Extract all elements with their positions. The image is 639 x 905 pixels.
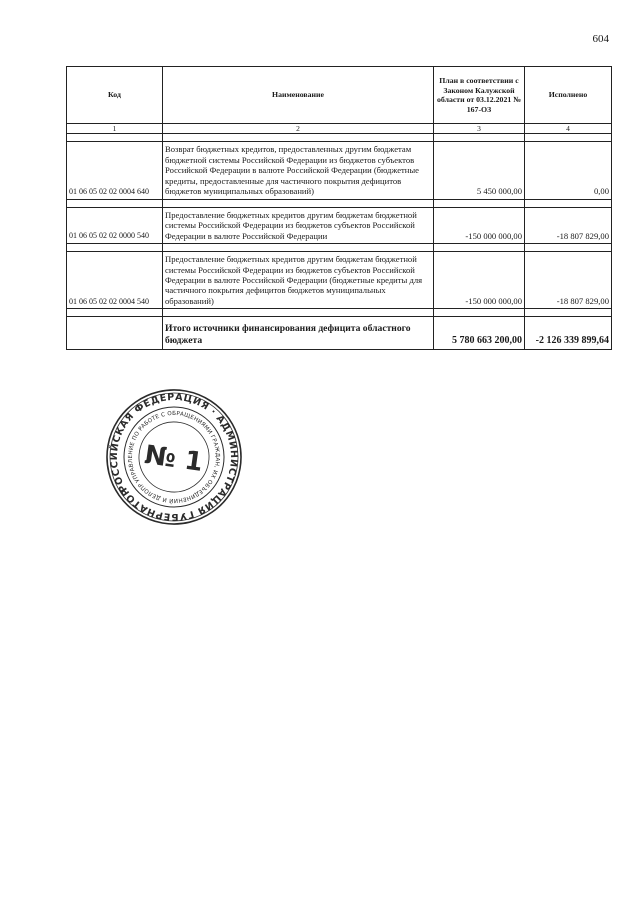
header-plan: План в соответствии с Законом Калужской области от 03.12.2021 № 167-ОЗ [434, 67, 525, 124]
row-name: Предоставление бюджетных кредитов другим бюджетам бюджетной системы Российской Федерации из бюджетов субъектов Российской Федерации в валюте Российской Федерации (бюджетные кредиты для частичного покрытия дефицитов бюджетов муниципальных образований) [163, 252, 434, 309]
stamp-outer-text: РОССИЙСКАЯ ФЕДЕРАЦИЯ · АДМИНИСТРАЦИЯ ГУБЕРНАТОРА [108, 391, 240, 523]
total-name: Итого источники финансирования дефицита областного бюджета [163, 317, 434, 349]
column-number-row [67, 124, 612, 134]
total-plan: 5 780 663 200,00 [434, 317, 525, 349]
column-number: 1 [67, 124, 163, 134]
column-number: 4 [525, 124, 612, 134]
total-row [67, 317, 612, 349]
stamp-inner-text: УПРАВЛЕНИЕ ПО РАБОТЕ С ОБРАЩЕНИЯМИ ГРАЖДАН, ИХ ОБЪЕДИНЕНИЙ И ДЕЛОПРОИЗВОДСТВА [127, 410, 221, 504]
row-executed: 0,00 [525, 142, 612, 199]
sources-table [66, 66, 612, 350]
row-plan: -150 000 000,00 [434, 207, 525, 243]
total-code [67, 317, 163, 349]
spacer-row [67, 244, 612, 252]
column-number: 3 [434, 124, 525, 134]
row-plan: 5 450 000,00 [434, 142, 525, 199]
total-executed: -2 126 339 899,64 [525, 317, 612, 349]
row-executed: -18 807 829,00 [525, 252, 612, 309]
table-row [67, 207, 612, 243]
header-name: Наименование [163, 67, 434, 124]
row-code: 01 06 05 02 02 0004 640 [67, 142, 163, 199]
stamp-number: № 1 [142, 440, 205, 478]
row-name: Возврат бюджетных кредитов, предоставленных другим бюджетам бюджетной системы Российской Федерации из бюджетов субъектов Российской Федерации в валюте Российской Федерации (бюджетные кредиты, предоставленные для частичного покрытия дефицитов бюджетов муниципальных образований) [163, 142, 434, 199]
spacer-row [67, 199, 612, 207]
row-code: 01 06 05 02 02 0000 540 [67, 207, 163, 243]
table-header-row [67, 67, 612, 124]
table-row [67, 252, 612, 309]
official-stamp [104, 387, 244, 527]
row-code: 01 06 05 02 02 0004 540 [67, 252, 163, 309]
row-name: Предоставление бюджетных кредитов другим бюджетам бюджетной системы Российской Федерации из бюджетов субъектов Российской Федерации в валюте Российской Федерации [163, 207, 434, 243]
spacer-row [67, 134, 612, 142]
stamp-seal [104, 387, 244, 527]
row-executed: -18 807 829,00 [525, 207, 612, 243]
page-number: 604 [592, 33, 609, 45]
table-row [67, 142, 612, 199]
header-code: Код [67, 67, 163, 124]
header-executed: Исполнено [525, 67, 612, 124]
row-plan: -150 000 000,00 [434, 252, 525, 309]
column-number: 2 [163, 124, 434, 134]
spacer-row [67, 309, 612, 317]
